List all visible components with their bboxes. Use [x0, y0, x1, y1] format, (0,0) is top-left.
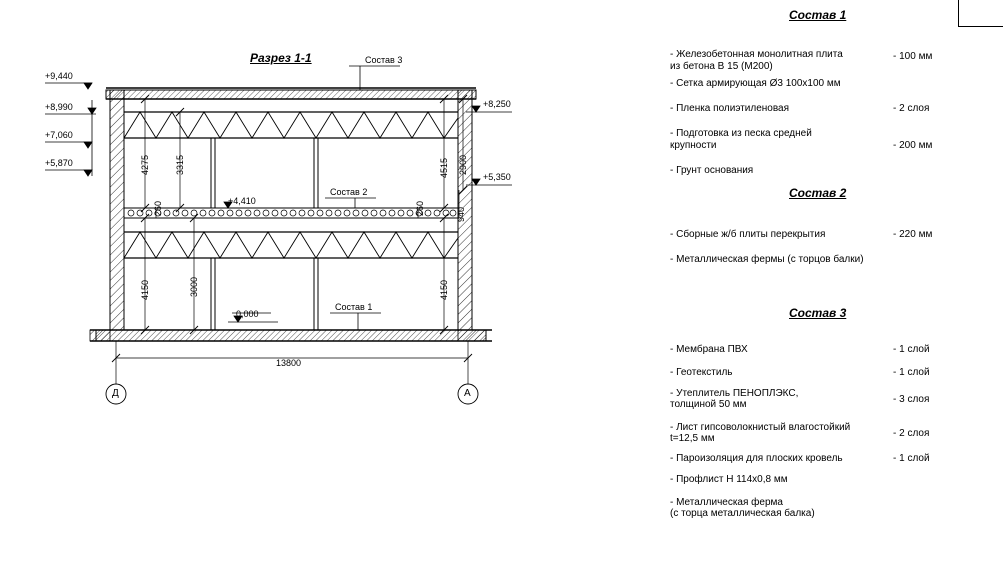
level-mark-4410: +4,410	[228, 196, 256, 206]
dim-4275: 4275	[140, 154, 150, 175]
legend-value: - 1 слой	[893, 344, 930, 355]
callout-sostav1: Состав 1	[335, 302, 373, 312]
legend-item: - Утеплитель ПЕНОПЛЭКС,	[670, 388, 799, 399]
legend-item: - Сетка армирующая Ø3 100х100 мм	[670, 78, 841, 89]
section-title: Разрез 1-1	[250, 51, 312, 65]
legend-panel	[660, 0, 1003, 584]
legend-item: t=12,5 мм	[670, 433, 715, 444]
legend-title-sostav3: Состав 3	[789, 306, 847, 320]
legend-item: - Мембрана ПВХ	[670, 344, 748, 355]
legend-item: - Грунт основания	[670, 165, 754, 176]
level-mark-9440: +9,440	[45, 71, 73, 81]
legend-item: крупности	[670, 140, 717, 151]
legend-value: - 1 слой	[893, 367, 930, 378]
legend-item: - Металлическая ферма	[670, 497, 783, 508]
legend-value: - 200 мм	[893, 140, 933, 151]
legend-item: - Подготовка из песка средней	[670, 128, 812, 139]
dim-260-left: 260	[153, 200, 163, 216]
legend-item: - Лист гипсоволокнистый влагостойкий	[670, 422, 851, 433]
dim-2900: 2900	[458, 154, 468, 175]
legend-value: - 220 мм	[893, 229, 933, 240]
dim-4150-right: 4150	[439, 279, 449, 300]
level-mark-5350: +5,350	[483, 172, 511, 182]
axis-mark-d: Д	[112, 388, 119, 399]
legend-item: - Пароизоляция для плоских кровель	[670, 453, 843, 464]
level-mark-8250: +8,250	[483, 99, 511, 109]
dim-3000: 3000	[189, 276, 199, 297]
legend-value: - 100 мм	[893, 51, 933, 62]
legend-item: - Сборные ж/б плиты перекрытия	[670, 229, 826, 240]
dim-4515: 4515	[439, 157, 449, 178]
callout-sostav2: Состав 2	[330, 187, 368, 197]
axis-mark-a: А	[464, 388, 471, 399]
legend-item: толщиной 50 мм	[670, 399, 747, 410]
level-mark-7060: +7,060	[45, 130, 73, 140]
legend-item: (с торца металлическая балка)	[670, 508, 815, 519]
legend-title-sostav1: Состав 1	[789, 8, 847, 22]
legend-value: - 2 слоя	[893, 103, 930, 114]
dim-13800: 13800	[276, 358, 302, 368]
level-mark-5870: +5,870	[45, 158, 73, 168]
dim-260-right: 260	[415, 200, 425, 216]
legend-value: - 2 слоя	[893, 428, 930, 439]
legend-value: - 3 слоя	[893, 394, 930, 405]
dim-3315: 3315	[175, 154, 185, 175]
level-mark-0000: 0,000	[236, 309, 259, 319]
legend-item: из бетона В 15 (М200)	[670, 61, 773, 72]
dim-940: 940	[456, 206, 466, 222]
legend-value: - 1 слой	[893, 453, 930, 464]
legend-title-sostav2: Состав 2	[789, 186, 847, 200]
level-mark-8990: +8,990	[45, 102, 73, 112]
legend-item: - Металлическая фермы (с торцов балки)	[670, 254, 864, 265]
legend-item: - Профлист Н 114х0,8 мм	[670, 474, 788, 485]
callout-sostav3: Состав 3	[365, 55, 403, 65]
dim-4150-left: 4150	[140, 279, 150, 300]
legend-item: - Пленка полиэтиленовая	[670, 103, 790, 114]
legend-item: - Железобетонная монолитная плита	[670, 49, 843, 60]
legend-item: - Геотекстиль	[670, 367, 733, 378]
